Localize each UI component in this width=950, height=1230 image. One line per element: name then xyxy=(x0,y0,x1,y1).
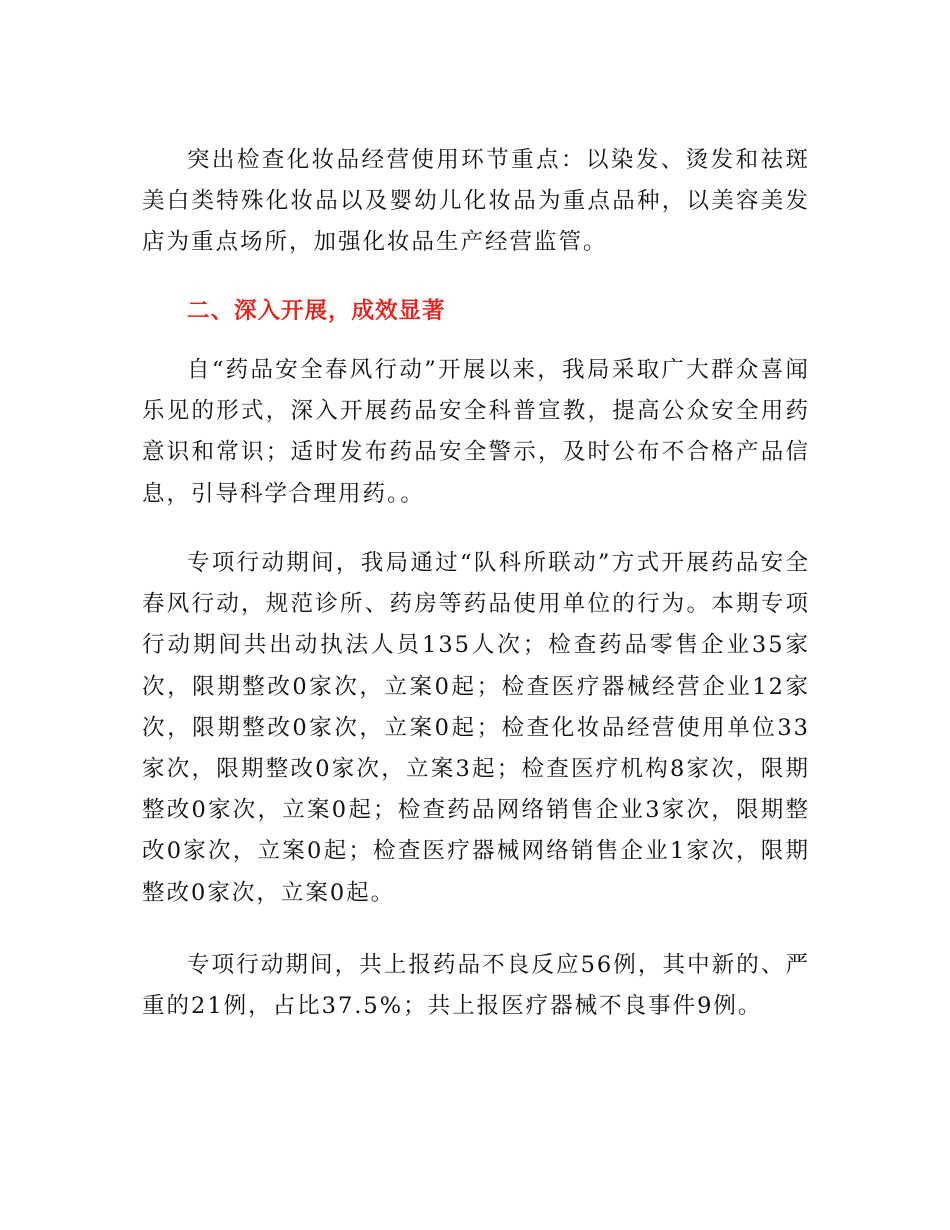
paragraph-inspection-statistics: 专项行动期间，我局通过“队科所联动”方式开展药品安全春风行动，规范诊所、药房等药品使用单位的行为。本期专项行动期间共出动执法人员135人次；检查药品零售企业35家次，限期整改0家次，立案0起；检查医疗器械经营企业12家次，限期整改0家次，立案0起；检查化妆品经营使用单位33家次，限期整改0家次，立案3起；检查医疗机构8家次，限期整改0家次，立案0起；检查药品网络销售企业3家次，限期整改0家次，立案0起；检查医疗器械网络销售企业1家次，限期整改0家次，立案0起。 xyxy=(142,550,810,906)
paragraph-adverse-reactions: 专项行动期间，共上报药品不良反应56例，其中新的、严重的21例，占比37.5%；共上报医疗器械不良事件9例。 xyxy=(142,952,810,1020)
section-heading: 二、深入开展，成效显著 xyxy=(187,298,446,324)
paragraph-publicity: 自“药品安全春风行动”开展以来，我局采取广大群众喜闻乐见的形式，深入开展药品安全科普宣教，提高公众安全用药意识和常识；适时发布药品安全警示，及时公布不合格产品信息，引导科学合理用药。。 xyxy=(142,357,810,507)
paragraph-cosmetics-inspection: 突出检查化妆品经营使用环节重点：以染发、烫发和祛斑美白类特殊化妆品以及婴幼儿化妆品为重点品种，以美容美发店为重点场所，加强化妆品生产经营监管。 xyxy=(142,147,810,256)
